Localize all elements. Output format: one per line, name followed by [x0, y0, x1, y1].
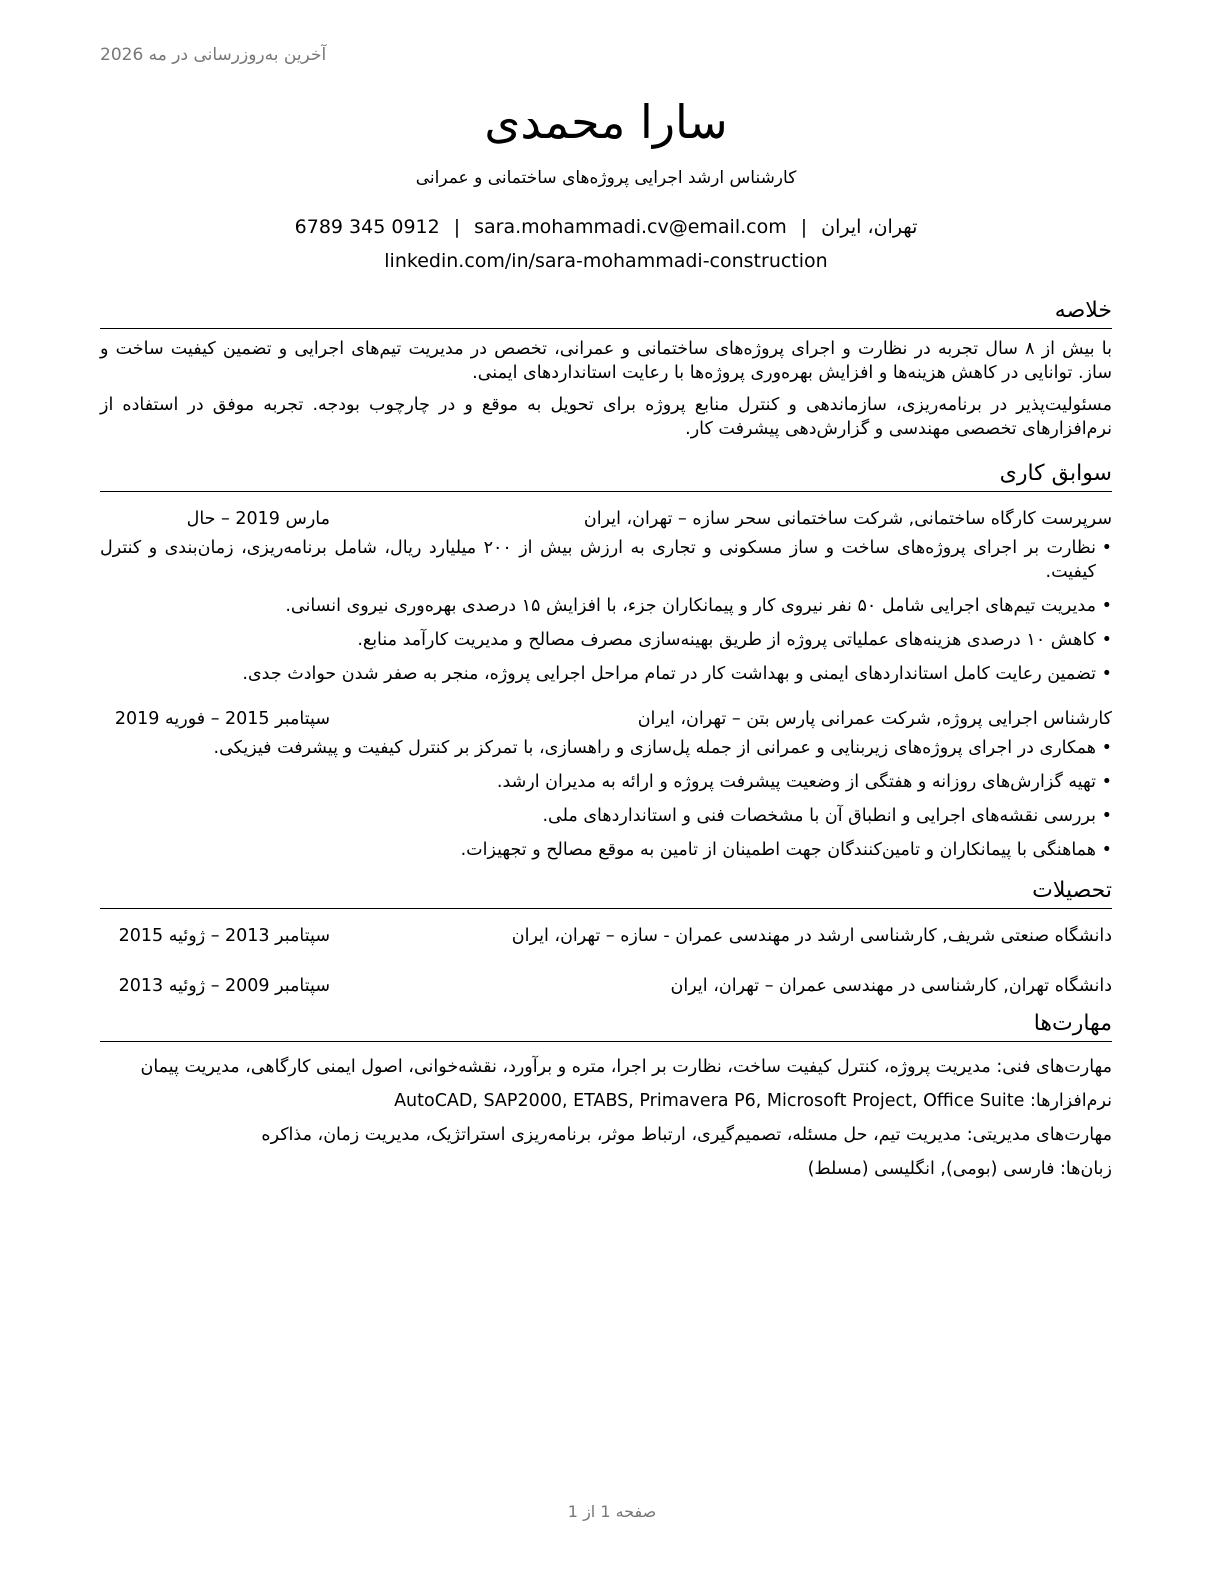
contact-linkedin[interactable]: linkedin.com/in/sara-mohammadi-construction	[384, 250, 828, 272]
contact-email[interactable]: sara.mohammadi.cv@email.com	[474, 216, 787, 238]
education-entry	[100, 923, 1112, 949]
education-dates: سپتامبر 2009 – ژوئیه 2013	[118, 976, 330, 996]
job-bullet: • تضمین رعایت کامل استانداردهای ایمنی و بهداشت کار در تمام مراحل اجرایی پروژه، منجر به صفر شدن حوادث جدی.	[100, 662, 1112, 686]
job-bullet: • هماهنگی با پیمانکاران و تامین‌کنندگان جهت اطمینان از تامین به موقع مصالح و تجهیزات.	[100, 838, 1112, 862]
education-dates: سپتامبر 2013 – ژوئیه 2015	[118, 926, 330, 946]
page-number: صفحه 1 از 1	[567, 1502, 657, 1521]
job-bullets	[100, 736, 1112, 862]
skill-line: زبان‌ها: فارسی (بومی), انگلیسی (مسلط)	[807, 1159, 1112, 1179]
contact-block	[100, 210, 1112, 278]
job-header	[100, 506, 1112, 532]
job-bullet: • همکاری در اجرای پروژه‌های زیربنایی و عمرانی از جمله پل‌سازی و راهسازی، با تمرکز بر کنترل کیفیت و پیشرفت فیزیکی.	[100, 736, 1112, 760]
job-title-company: کارشناس اجرایی پروژه, شرکت عمرانی پارس بتن – تهران، ایران	[637, 709, 1112, 729]
job-entry	[100, 506, 1112, 686]
resume-page	[100, 90, 1112, 1186]
job-dates: مارس 2019 – حال	[186, 509, 330, 529]
job-bullet: • مدیریت تیم‌های اجرایی شامل ۵۰ نفر نیروی کار و پیمانکاران جزء، با افزایش ۱۵ درصدی بهره‌وری نیروی انسانی.	[100, 594, 1112, 618]
contact-line	[100, 210, 1112, 244]
skill-line: مهارت‌های فنی: مدیریت پروژه، کنترل کیفیت ساخت، نظارت بر اجرا، متره و برآورد، نقشه‌خوانی، اصول ایمنی کارگاهی، مدیریت پیمان	[140, 1057, 1112, 1077]
job-entry	[100, 706, 1112, 862]
job-header	[100, 706, 1112, 732]
job-title-company: سرپرست کارگاه ساختمانی, شرکت ساختمانی سحر سازه – تهران، ایران	[583, 509, 1112, 529]
education-entry	[100, 973, 1112, 999]
education-institution: دانشگاه تهران, کارشناسی در مهندسی عمران – تهران، ایران	[670, 976, 1112, 996]
job-bullets	[100, 536, 1112, 686]
contact-separator: |	[453, 216, 461, 238]
candidate-headline: کارشناس ارشد اجرایی پروژه‌های ساختمانی و عمرانی	[415, 168, 797, 188]
contact-separator: |	[800, 216, 808, 238]
experience-heading: سوابق کاری	[100, 459, 1112, 492]
summary-paragraph: با بیش از ۸ سال تجربه در نظارت و اجرای پروژه‌های ساختمانی و عمرانی، تخصص در مدیریت تیم‌های اجرایی و تضمین کیفیت ساخت و ساز. توانایی در کاهش هزینه‌ها و افزایش بهره‌وری پروژه‌ها با رعایت استانداردهای ایمنی.	[100, 339, 1113, 383]
job-bullet: • تهیه گزارش‌های روزانه و هفتگی از وضعیت پیشرفت پروژه و ارائه به مدیران ارشد.	[100, 770, 1112, 794]
candidate-name: سارا محمدی	[484, 95, 728, 149]
contact-location: تهران، ایران	[821, 216, 918, 238]
skill-line: مهارت‌های مدیریتی: مدیریت تیم، حل مسئله، تصمیم‌گیری، ارتباط موثر، برنامه‌ریزی استراتژیک، مدیریت زمان، مذاکره	[261, 1125, 1112, 1145]
last-updated-note: آخرین به‌روزرسانی در مه 2026	[100, 45, 327, 65]
skills-list	[100, 1050, 1112, 1186]
job-bullet: • کاهش ۱۰ درصدی هزینه‌های عملیاتی پروژه از طریق بهینه‌سازی مصرف مصالح و مدیریت کارآمد منابع.	[100, 628, 1112, 652]
education-institution: دانشگاه صنعتی شریف, کارشناسی ارشد در مهندسی عمران - سازه – تهران، ایران	[511, 926, 1112, 946]
job-bullet: • بررسی نقشه‌های اجرایی و انطباق آن با مشخصات فنی و استانداردهای ملی.	[100, 804, 1112, 828]
skill-line: نرم‌افزارها: AutoCAD, SAP2000, ETABS, Primavera P6, Microsoft Project, Office Suite	[394, 1091, 1112, 1111]
summary-heading: خلاصه	[100, 296, 1112, 329]
skills-heading: مهارت‌ها	[100, 1009, 1112, 1042]
education-heading: تحصیلات	[100, 876, 1112, 909]
contact-phone: 0912 345 6789	[294, 216, 440, 238]
summary-paragraph: مسئولیت‌پذیر در برنامه‌ریزی، سازماندهی و کنترل منابع پروژه برای تحویل به موقع و در چارچوب بودجه. تجربه موفق در استفاده از نرم‌افزارهای تخصصی مهندسی و گزارش‌دهی پیشرفت کار.	[100, 395, 1112, 439]
job-dates: سپتامبر 2015 – فوریه 2019	[114, 709, 330, 729]
job-bullet: • نظارت بر اجرای پروژه‌های ساخت و ساز مسکونی و تجاری به ارزش بیش از ۲۰۰ میلیارد ریال، شامل برنامه‌ریزی، زمان‌بندی و کنترل کیفیت.	[100, 536, 1112, 584]
